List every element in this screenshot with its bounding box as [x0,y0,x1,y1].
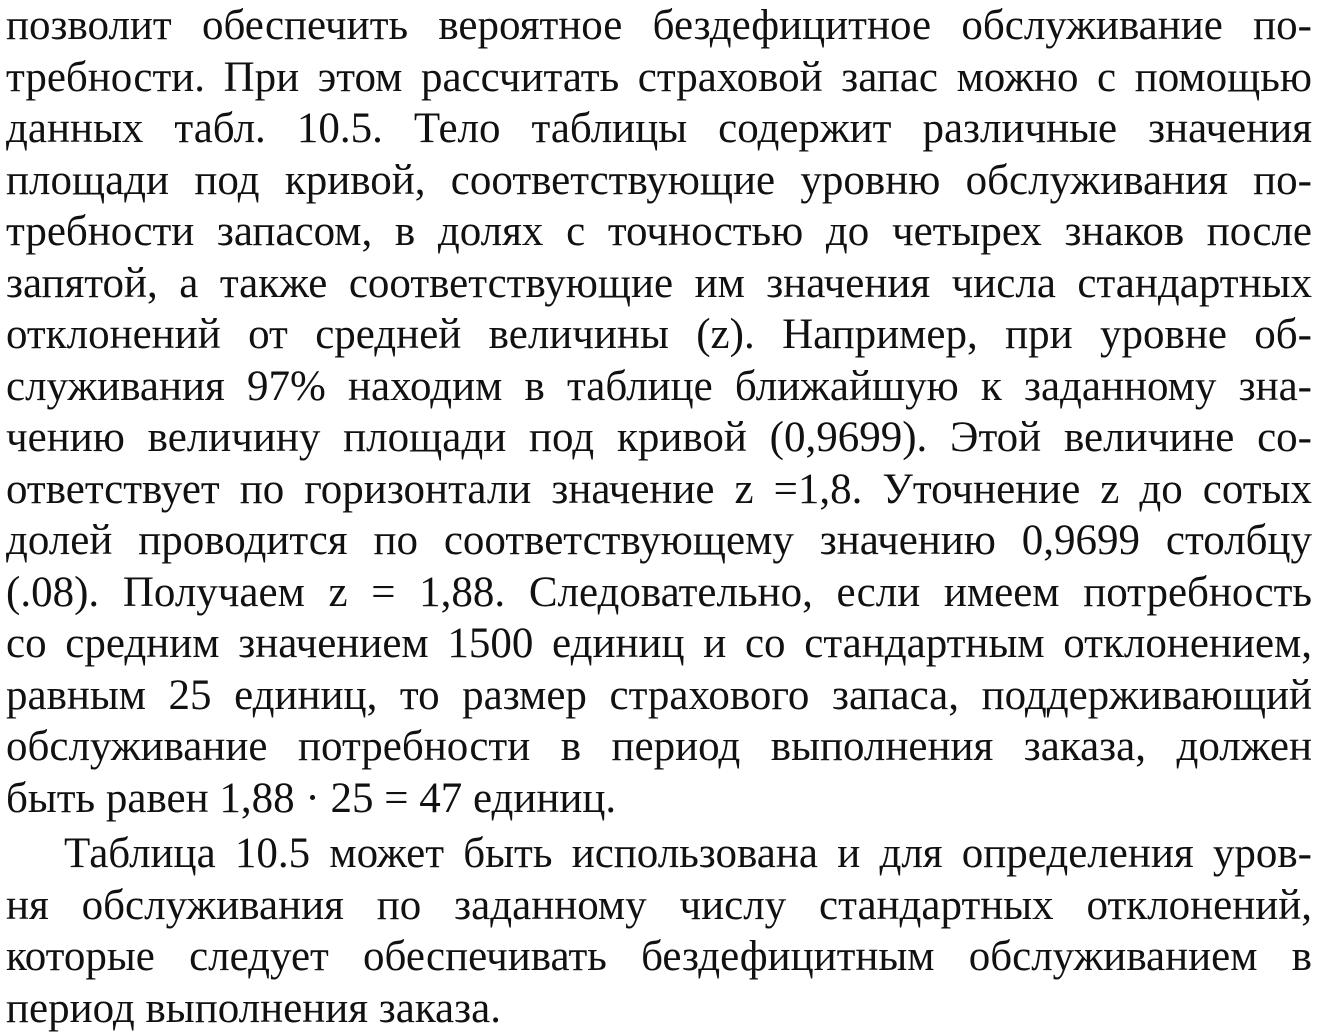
text-line: равным 25 единиц, то размер страхового запаса, поддерживающий [6,670,1312,722]
paragraph-service-level [6,828,1312,1034]
text-line: отклонений от средней величины (z). Например, при уровне об- [6,309,1312,361]
text-line: площади под кривой, соответствующие уровню обслуживания по- [6,155,1312,207]
document-page [6,0,1312,1034]
text-line: которые следует обеспечивать бездефицитным обслуживанием в [6,931,1312,983]
text-line: запятой, а также соответствующие им значения числа стандартных [6,258,1312,310]
text-line: долей проводится по соответствующему значению 0,9699 столбцу [6,515,1312,567]
text-line: чению величину площади под кривой (0,9699). Этой величине со- [6,412,1312,464]
text-line: требности. При этом рассчитать страховой запас можно с помощью [6,52,1312,104]
text-line: позволит обеспечить вероятное бездефицитное обслуживание по- [6,0,1312,52]
text-line: служивания 97% находим в таблице ближайшую к заданному зна- [6,361,1312,413]
text-line: требности запасом, в долях с точностью до четырех знаков после [6,206,1312,258]
text-line: данных табл. 10.5. Тело таблицы содержит различные значения [6,103,1312,155]
text-line: период выполнения заказа. [6,983,1312,1034]
text-line: (.08). Получаем z = 1,88. Следовательно, если имеем потребность [6,567,1312,619]
text-line: ня обслуживания по заданному числу стандартных отклонений, [6,880,1312,932]
text-line: Таблица 10.5 может быть использована и для определения уров- [6,828,1312,880]
paragraph-safety-stock [6,0,1312,824]
text-line: обслуживание потребности в период выполнения заказа, должен [6,721,1312,773]
text-line: быть равен 1,88 · 25 = 47 единиц. [6,773,1312,825]
text-line: со средним значением 1500 единиц и со стандартным отклонением, [6,618,1312,670]
text-line: ответствует по горизонтали значение z =1,8. Уточнение z до сотых [6,464,1312,516]
